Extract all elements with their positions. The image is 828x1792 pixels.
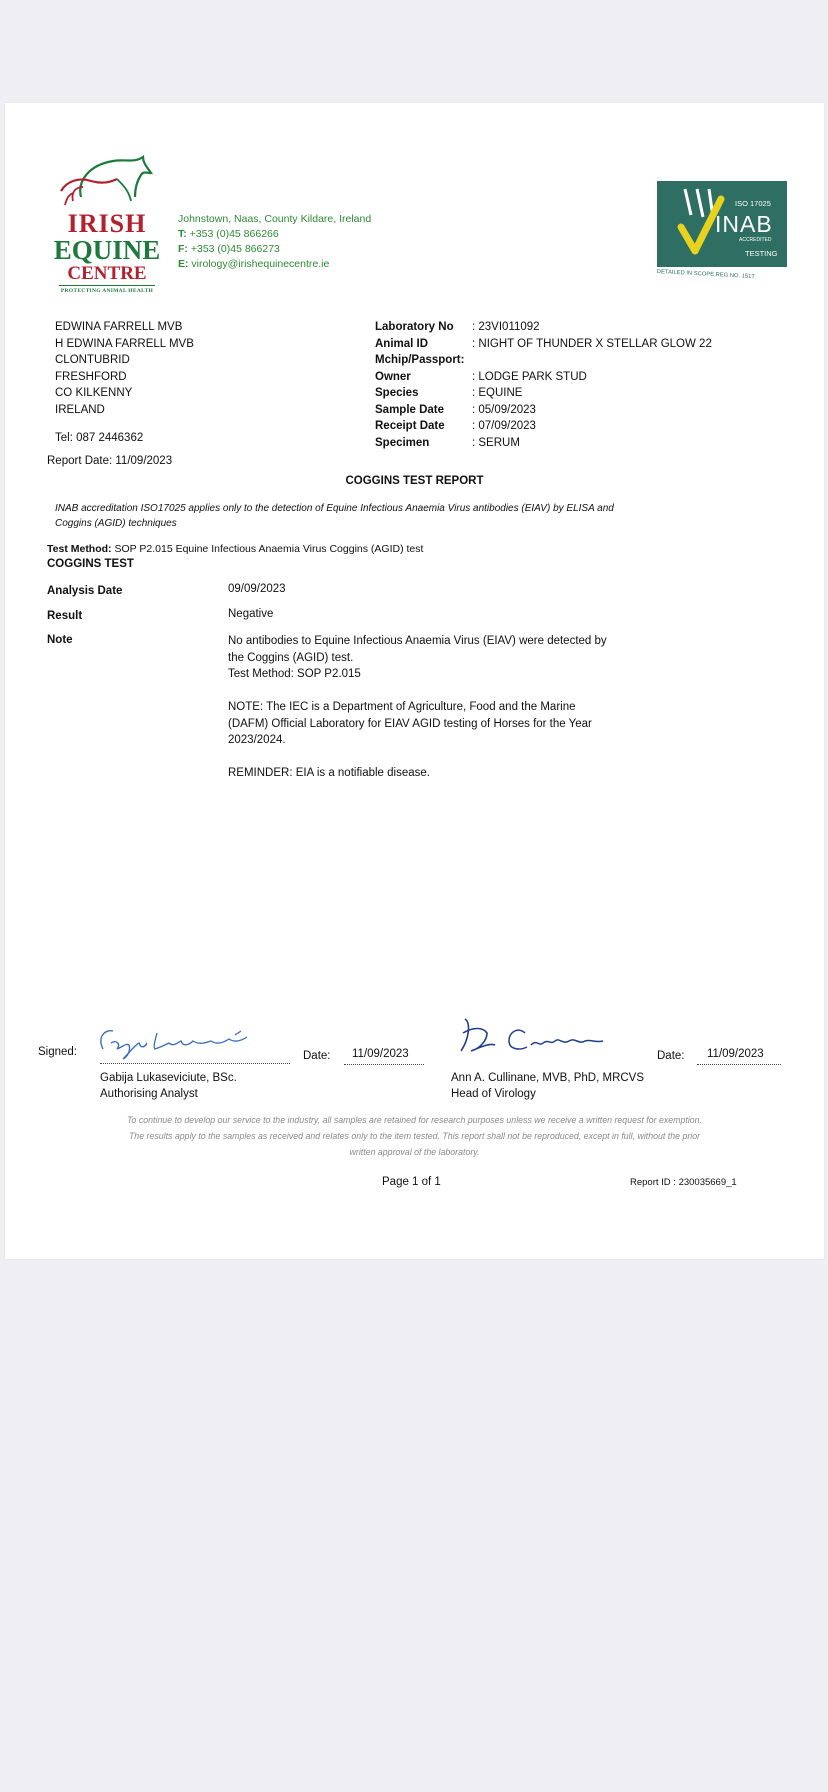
note-line bbox=[228, 749, 607, 766]
accreditation-note bbox=[55, 501, 614, 531]
sig2-date-label: Date: bbox=[657, 1050, 685, 1062]
sig1-date: 11/09/2023 bbox=[352, 1048, 409, 1060]
inab-scope: DETAILED IN SCOPE REG NO. 151T bbox=[656, 269, 756, 281]
horse-logo-icon bbox=[51, 151, 163, 211]
inab-name: INAB bbox=[715, 211, 773, 237]
section-title: COGGINS TEST bbox=[47, 558, 134, 570]
note-line: the Coggins (AGID) test. bbox=[228, 651, 354, 664]
signature-2-image bbox=[453, 1013, 623, 1059]
lab-info-label: Specimen bbox=[375, 436, 430, 449]
analysis-date-label: Analysis Date bbox=[47, 585, 123, 597]
sig1-name: Gabija Lukaseviciute, BSc. bbox=[100, 1072, 237, 1084]
signature-1-image bbox=[95, 1023, 265, 1063]
test-method-line bbox=[47, 543, 423, 555]
address-line: EDWINA FARRELL MVB bbox=[55, 321, 183, 333]
report-page bbox=[5, 103, 824, 1259]
contact-address: Johnstown, Naas, County Kildare, Ireland bbox=[178, 213, 372, 225]
lab-info-table bbox=[375, 319, 712, 451]
signed-label: Signed: bbox=[38, 1046, 78, 1058]
sig2-name: Ann A. Cullinane, MVB, PhD, MRCVS bbox=[451, 1072, 645, 1084]
email-address: virology@irishequinecentre.ie bbox=[191, 258, 330, 270]
address-line: H EDWINA FARRELL MVB bbox=[55, 337, 194, 350]
result-value: Negative bbox=[228, 608, 274, 620]
lab-info-value: : EQUINE bbox=[472, 387, 523, 399]
note-line: (DAFM) Official Laboratory for EIAV AGID testing of Horses for the Year bbox=[228, 717, 592, 730]
note-line: Test Method: SOP P2.015 bbox=[228, 668, 361, 680]
lab-info-value: : NIGHT OF THUNDER X STELLAR GLOW 22 bbox=[472, 337, 712, 350]
lab-info-value: : 07/09/2023 bbox=[472, 420, 536, 432]
note-line bbox=[228, 683, 607, 700]
irish-equine-centre-logo bbox=[51, 151, 163, 294]
report-title: COGGINS TEST REPORT bbox=[345, 475, 484, 487]
address-line: FRESHFORD bbox=[55, 370, 127, 383]
sig1-date-label: Date: bbox=[303, 1050, 331, 1062]
footer-line: To continue to develop our service to the industry, all samples are retained for research purposes unless we receive a written request for exemption. bbox=[126, 1115, 703, 1125]
report-id: Report ID : 230035669_1 bbox=[630, 1177, 737, 1188]
report-date: Report Date: 11/09/2023 bbox=[47, 455, 173, 467]
accreditation-note-line: Coggins (AGID) techniques bbox=[55, 518, 177, 529]
recipient-address bbox=[55, 319, 194, 418]
note-line: REMINDER: EIA is a notifiable disease. bbox=[228, 767, 430, 779]
note-line: No antibodies to Equine Infectious Anaemia Virus (EIAV) were detected by bbox=[228, 635, 607, 647]
lab-info-value: : 23VI011092 bbox=[472, 321, 540, 333]
lab-info-value: : SERUM bbox=[472, 436, 520, 449]
logo-tagline: PROTECTING ANIMAL HEALTH bbox=[60, 288, 154, 294]
inab-iso: ISO 17025 bbox=[735, 199, 771, 208]
fax-number: +353 (0)45 866273 bbox=[190, 243, 280, 255]
result-label: Result bbox=[47, 610, 83, 622]
page-number: Page 1 of 1 bbox=[382, 1176, 441, 1188]
phone-number: +353 (0)45 866266 bbox=[189, 228, 279, 240]
lab-info-label: Sample Date bbox=[375, 403, 445, 416]
note-line: NOTE: The IEC is a Department of Agriculture, Food and the Marine bbox=[228, 701, 576, 713]
note-line: 2023/2024. bbox=[228, 734, 286, 746]
contact-block bbox=[178, 212, 371, 272]
note-label: Note bbox=[47, 634, 73, 646]
fax-label: F: bbox=[178, 243, 188, 255]
footer-line: written approval of the laboratory. bbox=[349, 1147, 480, 1157]
lab-info-label: Laboratory No bbox=[375, 321, 454, 333]
address-line: CO KILKENNY bbox=[55, 387, 133, 399]
logo-word-irish: IRISH bbox=[67, 209, 147, 238]
note-text bbox=[228, 633, 607, 782]
sig2-role: Head of Virology bbox=[451, 1088, 536, 1100]
address-line: CLONTUBRID bbox=[55, 354, 130, 366]
inab-testing: TESTING bbox=[745, 249, 778, 258]
footer-line: The results apply to the samples as received and relates only to the item tested. This report shall not be reproduced, except in full, without the prior bbox=[128, 1131, 701, 1141]
sig1-role: Authorising Analyst bbox=[100, 1088, 198, 1100]
sig2-date: 11/09/2023 bbox=[707, 1048, 764, 1060]
lab-info-label: Species bbox=[375, 387, 419, 399]
lab-info-label: Receipt Date bbox=[375, 420, 445, 432]
inab-accreditation-badge bbox=[657, 177, 793, 281]
address-line: IRELAND bbox=[55, 403, 105, 416]
lab-info-label: Owner bbox=[375, 370, 411, 383]
lab-info-label: Mchip/Passport: bbox=[375, 354, 465, 366]
logo-word-equine: EQUINE bbox=[53, 235, 161, 265]
phone-label: T: bbox=[178, 228, 187, 240]
lab-info-value: : 05/09/2023 bbox=[472, 403, 536, 416]
test-method-label: Test Method: bbox=[47, 543, 112, 555]
email-label: E: bbox=[178, 258, 189, 270]
lab-info-value: : LODGE PARK STUD bbox=[472, 370, 587, 383]
footer-disclaimer bbox=[5, 1112, 824, 1160]
test-method-value: SOP P2.015 Equine Infectious Anaemia Virus Coggins (AGID) test bbox=[111, 543, 424, 555]
inab-accredited: ACCREDITED bbox=[739, 237, 772, 243]
lab-info-label: Animal ID bbox=[375, 337, 429, 350]
logo-word-centre: CENTRE bbox=[67, 263, 147, 284]
accreditation-note-line: INAB accreditation ISO17025 applies only to the detection of Equine Infectious Anaemia Virus antibodies (EIAV) by ELISA and bbox=[55, 503, 614, 514]
recipient-tel: Tel: 087 2446362 bbox=[55, 432, 144, 444]
analysis-date-value: 09/09/2023 bbox=[228, 583, 286, 595]
